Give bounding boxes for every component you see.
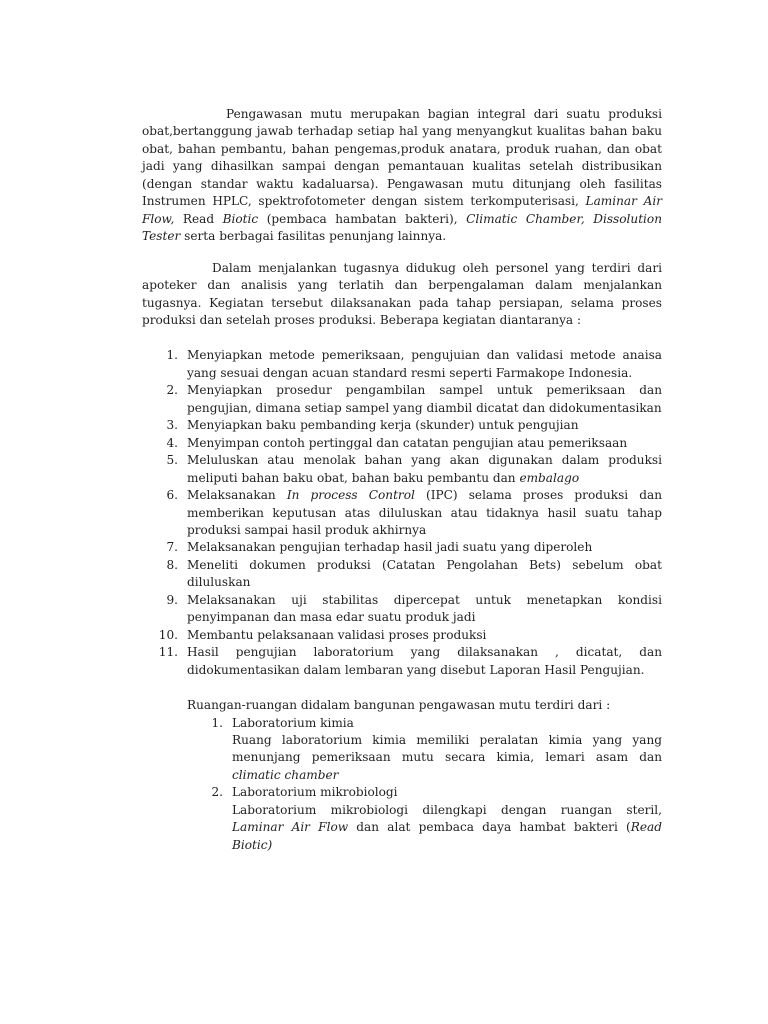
list-item: 1. Laboratorium kimia Ruang laboratorium kimia memiliki peralatan kimia yang yang menunjang pemeriksaan mutu secara kimia, lemari asam dan climatic chamber bbox=[187, 715, 662, 785]
italic-term: Biotic bbox=[222, 211, 259, 226]
personnel-paragraph: Dalam menjalankan tugasnya didukug oleh personel yang terdiri dari apoteker dan analisis yang terlatih dan berpengalaman dalam menjalankan tugasnya. Kegiatan tersebut dilaksanakan pada tahap persiapan, selama proses produksi dan setelah proses produksi. Beberapa kegiatan diantaranya : bbox=[142, 260, 662, 327]
list-item: 5. Meluluskan atau menolak bahan yang akan digunakan dalam produksi meliputi bahan baku obat, bahan baku pembantu dan embalago bbox=[166, 453, 662, 485]
list-item: 8. Meneliti dokumen produksi (Catatan Pengolahan Bets) sebelum obat diluluskan bbox=[166, 557, 662, 590]
room-title: Laboratorium mikrobiologi bbox=[232, 785, 398, 800]
list-item: 2. Laboratorium mikrobiologi Laboratorium mikrobiologi dilengkapi dengan ruangan steril, Laminar Air Flow dan alat pembaca daya hambat bakteri (Read Biotic) bbox=[187, 784, 662, 854]
intro-paragraph bbox=[142, 106, 662, 246]
rooms-intro: Ruangan-ruangan didalam bangunan pengawasan mutu terdiri dari : bbox=[187, 698, 611, 713]
paragraph-text: serta berbagai fasilitas penunjang lainnya. bbox=[180, 229, 447, 244]
rooms-section bbox=[142, 697, 662, 854]
list-item: 6. Melaksanakan In process Control (IPC) selama proses produksi dan memberikan keputusan atas diluluskan atau tidaknya hasil suatu tahap produksi sampai hasil produk akhirnya bbox=[166, 488, 663, 537]
activity-list bbox=[142, 347, 662, 679]
paragraph-text: Pengawasan mutu merupakan bagian integral dari suatu produksi obat,bertanggung jawab terhadap setiap hal yang menyangkut kualitas bahan baku obat, bahan pembantu, bahan pengemas,produk anatara, produk ruahan, dan obat jadi yang dihasilkan sampai dengan pemantauan kualitas setelah distribusikan (dengan standar waktu kadaluarsa). Pengawasan mutu ditunjang oleh fasilitas Instrumen HPLC, spektrofotometer dengan sistem terkomputerisasi, bbox=[142, 107, 662, 209]
list-item: 3. Menyiapkan baku pembanding kerja (skunder) untuk pengujian bbox=[166, 418, 579, 433]
room-description: Ruang laboratorium kimia memiliki peralatan kimia yang yang menunjang pemeriksaan mutu secara kimia, lemari asam dan climatic chamber bbox=[232, 732, 662, 782]
list-item: 10. Membantu pelaksanaan validasi proses produksi bbox=[158, 627, 487, 642]
rooms-list bbox=[187, 715, 662, 855]
document-page bbox=[142, 106, 662, 854]
italic-term: Laminar Air Flow, bbox=[142, 194, 662, 226]
paragraph-text: Read bbox=[174, 211, 223, 226]
list-item: 7. Melaksanakan pengujian terhadap hasil jadi suatu yang diperoleh bbox=[166, 540, 593, 555]
list-item: 4. Menyimpan contoh pertinggal dan catatan pengujian atau pemeriksaan bbox=[166, 435, 628, 450]
room-description: Laboratorium mikrobiologi dilengkapi dengan ruangan steril, Laminar Air Flow dan alat pembaca daya hambat bakteri (Read Biotic) bbox=[232, 802, 662, 852]
room-title: Laboratorium kimia bbox=[232, 715, 354, 730]
list-item: 11. Hasil pengujian laboratorium yang dilaksanakan , dicatat, dan didokumentasikan dalam lembaran yang disebut Laporan Hasil Pengujian. bbox=[158, 645, 662, 677]
paragraph-text: (pembaca hambatan bakteri), bbox=[258, 211, 467, 226]
list-item: 2. Menyiapkan prosedur pengambilan sampel untuk pemeriksaan dan pengujian, dimana setiap sampel yang diambil dicatat dan didokumentasikan bbox=[166, 383, 662, 415]
list-item: 1. Menyiapkan metode pemeriksaan, pengujuian dan validasi metode anaisa yang sesuai dengan acuan standard resmi seperti Farmakope Indonesia. bbox=[166, 348, 662, 380]
list-item: 9. Melaksanakan uji stabilitas dipercepat untuk menetapkan kondisi penyimpanan dan masa edar suatu produk jadi bbox=[166, 592, 662, 625]
italic-term: Climatic Chamber, Dissolution Tester bbox=[142, 211, 662, 244]
